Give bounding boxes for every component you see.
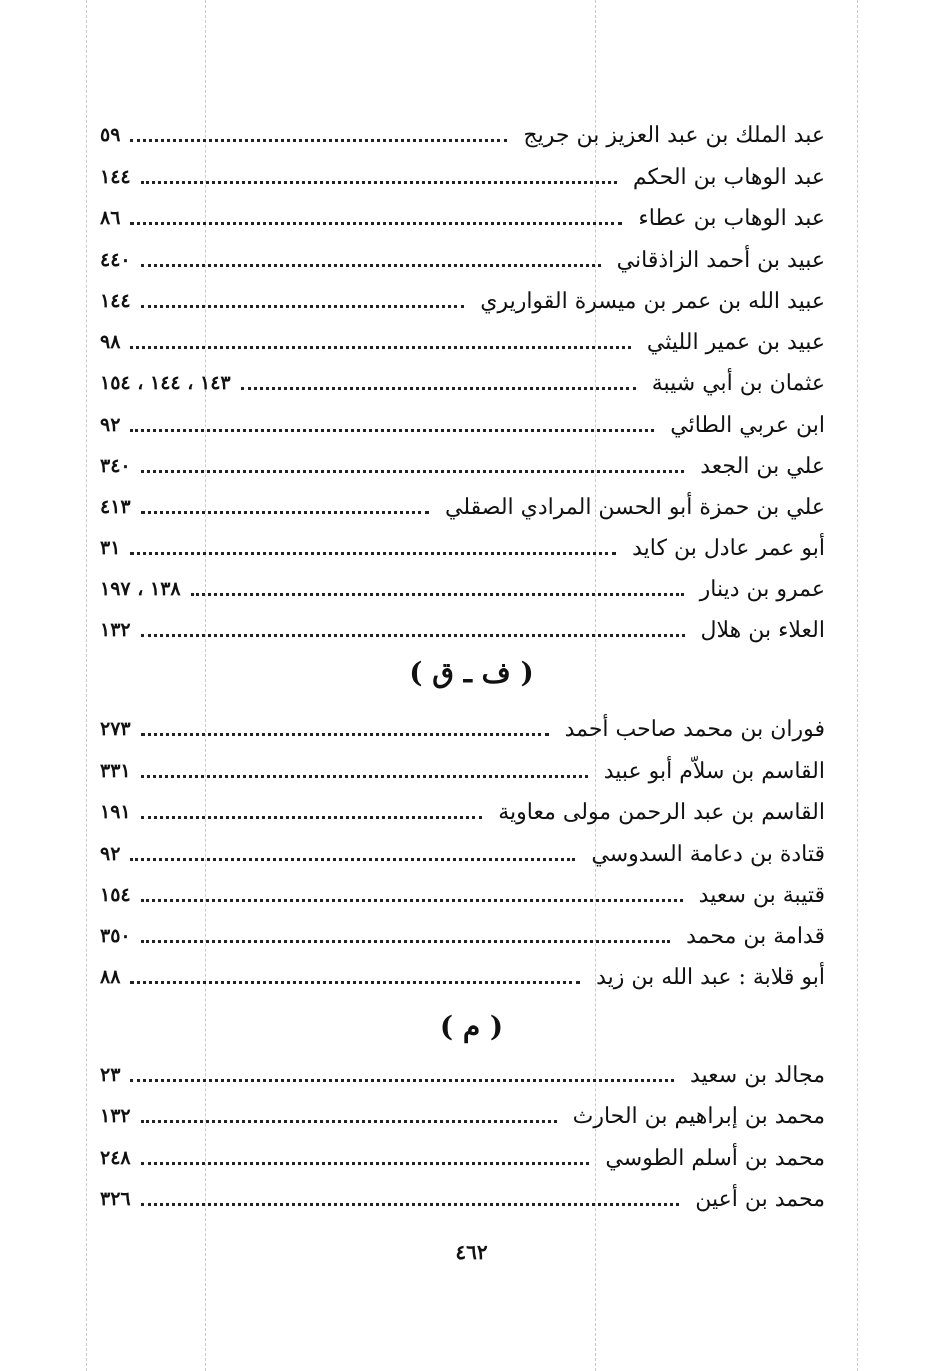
entry-name: محمد بن أعين xyxy=(695,1186,825,1212)
leader-dots xyxy=(141,511,429,514)
entry-name: عبد الوهاب بن عطاء xyxy=(638,205,825,231)
leader-dots xyxy=(141,816,483,819)
entry-pages: ١٤٤ xyxy=(100,290,131,312)
index-entry xyxy=(100,751,825,791)
index-entry xyxy=(100,916,825,956)
leader-dots xyxy=(130,222,622,225)
entry-name: عثمان بن أبي شيبة xyxy=(651,370,825,396)
entry-name: مجالد بن سعيد xyxy=(689,1062,825,1088)
entry-name: العلاء بن هلال xyxy=(700,617,825,643)
entry-name: قتادة بن دعامة السدوسي xyxy=(591,841,825,867)
leader-dots xyxy=(141,470,685,473)
leader-dots xyxy=(130,981,580,984)
index-entry xyxy=(100,1138,825,1178)
index-entry xyxy=(100,528,825,568)
entry-name: عبيد بن عمير الليثي xyxy=(646,329,825,355)
entry-pages: ١٣٨ ، ١٩٧ xyxy=(100,578,181,600)
leader-dots xyxy=(141,1203,680,1206)
leader-dots xyxy=(141,305,465,308)
leader-dots xyxy=(130,1079,674,1082)
index-entry xyxy=(100,322,825,362)
entry-pages: ١٣٢ xyxy=(100,619,131,641)
section-heading-fa-qaf: ( ف ـ ق ) xyxy=(409,656,534,689)
entry-name: أبو قلابة : عبد الله بن زيد xyxy=(596,964,825,990)
entry-name: علي بن حمزة أبو الحسن المرادي الصقلي xyxy=(445,494,825,520)
entry-pages: ٩٢ xyxy=(100,843,121,865)
index-entry xyxy=(100,487,825,527)
section-heading-mim: ( م ) xyxy=(439,1010,504,1043)
index-entry xyxy=(100,198,825,238)
entry-pages: ١٤٣ ، ١٤٤ ، ١٥٤ xyxy=(100,372,231,394)
entry-name: عبد الملك بن عبد العزيز بن جريج xyxy=(523,122,825,148)
index-entry xyxy=(100,157,825,197)
entry-pages: ٤٤٠ xyxy=(100,249,131,271)
leader-dots xyxy=(141,1120,557,1123)
entry-name: عبيد الله بن عمر بن ميسرة القواريري xyxy=(480,288,825,314)
entry-name: محمد بن إبراهيم بن الحارث xyxy=(572,1103,825,1129)
index-entry xyxy=(100,875,825,915)
entry-pages: ٣٥٠ xyxy=(100,925,131,947)
entry-pages: ١٥٤ xyxy=(100,884,131,906)
entry-name: القاسم بن سلاّم أبو عبيد xyxy=(603,758,825,784)
leader-dots xyxy=(141,775,588,778)
index-entry xyxy=(100,240,825,280)
entry-pages: ٢٧٣ xyxy=(100,718,131,740)
index-entry xyxy=(100,115,825,155)
index-entry xyxy=(100,281,825,321)
leader-dots xyxy=(141,634,685,637)
entry-pages: ٣٢٦ xyxy=(100,1188,131,1210)
entry-pages: ٢٤٨ xyxy=(100,1147,131,1169)
entry-pages: ٩٢ xyxy=(100,414,121,436)
entry-pages: ٢٣ xyxy=(100,1064,121,1086)
leader-dots xyxy=(141,1162,590,1165)
entry-pages: ٣١ xyxy=(100,537,121,559)
leader-dots xyxy=(141,899,683,902)
leader-dots xyxy=(130,139,507,142)
entry-name: عبد الوهاب بن الحكم xyxy=(632,164,825,190)
entry-pages: ١٣٢ xyxy=(100,1105,131,1127)
leader-dots xyxy=(130,346,630,349)
leader-dots xyxy=(141,940,671,943)
entry-pages: ٣٣١ xyxy=(100,760,131,782)
leader-dots xyxy=(241,387,636,390)
entry-name: قتيبة بن سعيد xyxy=(698,882,825,908)
leader-dots xyxy=(141,181,617,184)
index-entry xyxy=(100,363,825,403)
leader-dots xyxy=(130,429,654,432)
leader-dots xyxy=(141,733,549,736)
index-entry xyxy=(100,792,825,832)
index-entry xyxy=(100,834,825,874)
leader-dots xyxy=(130,552,616,555)
index-entry xyxy=(100,709,825,749)
index-entry xyxy=(100,569,825,609)
entry-name: ابن عربي الطائي xyxy=(670,412,825,438)
entry-pages: ٨٨ xyxy=(100,966,121,988)
entry-pages: ٣٤٠ xyxy=(100,455,131,477)
entry-name: عمرو بن دينار xyxy=(699,576,825,602)
entry-name: محمد بن أسلم الطوسي xyxy=(605,1145,825,1171)
entry-name: قدامة بن محمد xyxy=(686,923,825,949)
entry-pages: ١٩١ xyxy=(100,801,131,823)
entry-pages: ٥٩ xyxy=(100,124,121,146)
leader-dots xyxy=(141,264,601,267)
entry-name: القاسم بن عبد الرحمن مولى معاوية xyxy=(498,799,825,825)
index-entry xyxy=(100,610,825,650)
entry-pages: ٩٨ xyxy=(100,331,121,353)
entry-pages: ١٤٤ xyxy=(100,166,131,188)
entry-name: فوران بن محمد صاحب أحمد xyxy=(564,716,825,742)
entry-pages: ٨٦ xyxy=(100,207,121,229)
index-entry xyxy=(100,1179,825,1219)
index-entry xyxy=(100,957,825,997)
index-entry xyxy=(100,405,825,445)
entry-name: أبو عمر عادل بن كايد xyxy=(632,535,825,561)
leader-dots xyxy=(191,593,684,596)
entry-name: عبيد بن أحمد الزاذقاني xyxy=(616,247,825,273)
index-entry xyxy=(100,1055,825,1095)
entry-pages: ٤١٣ xyxy=(100,496,131,518)
index-entry xyxy=(100,1096,825,1136)
entry-name: علي بن الجعد xyxy=(700,453,825,479)
index-entry xyxy=(100,446,825,486)
leader-dots xyxy=(130,858,575,861)
page-number: ٤٦٢ xyxy=(455,1240,488,1264)
